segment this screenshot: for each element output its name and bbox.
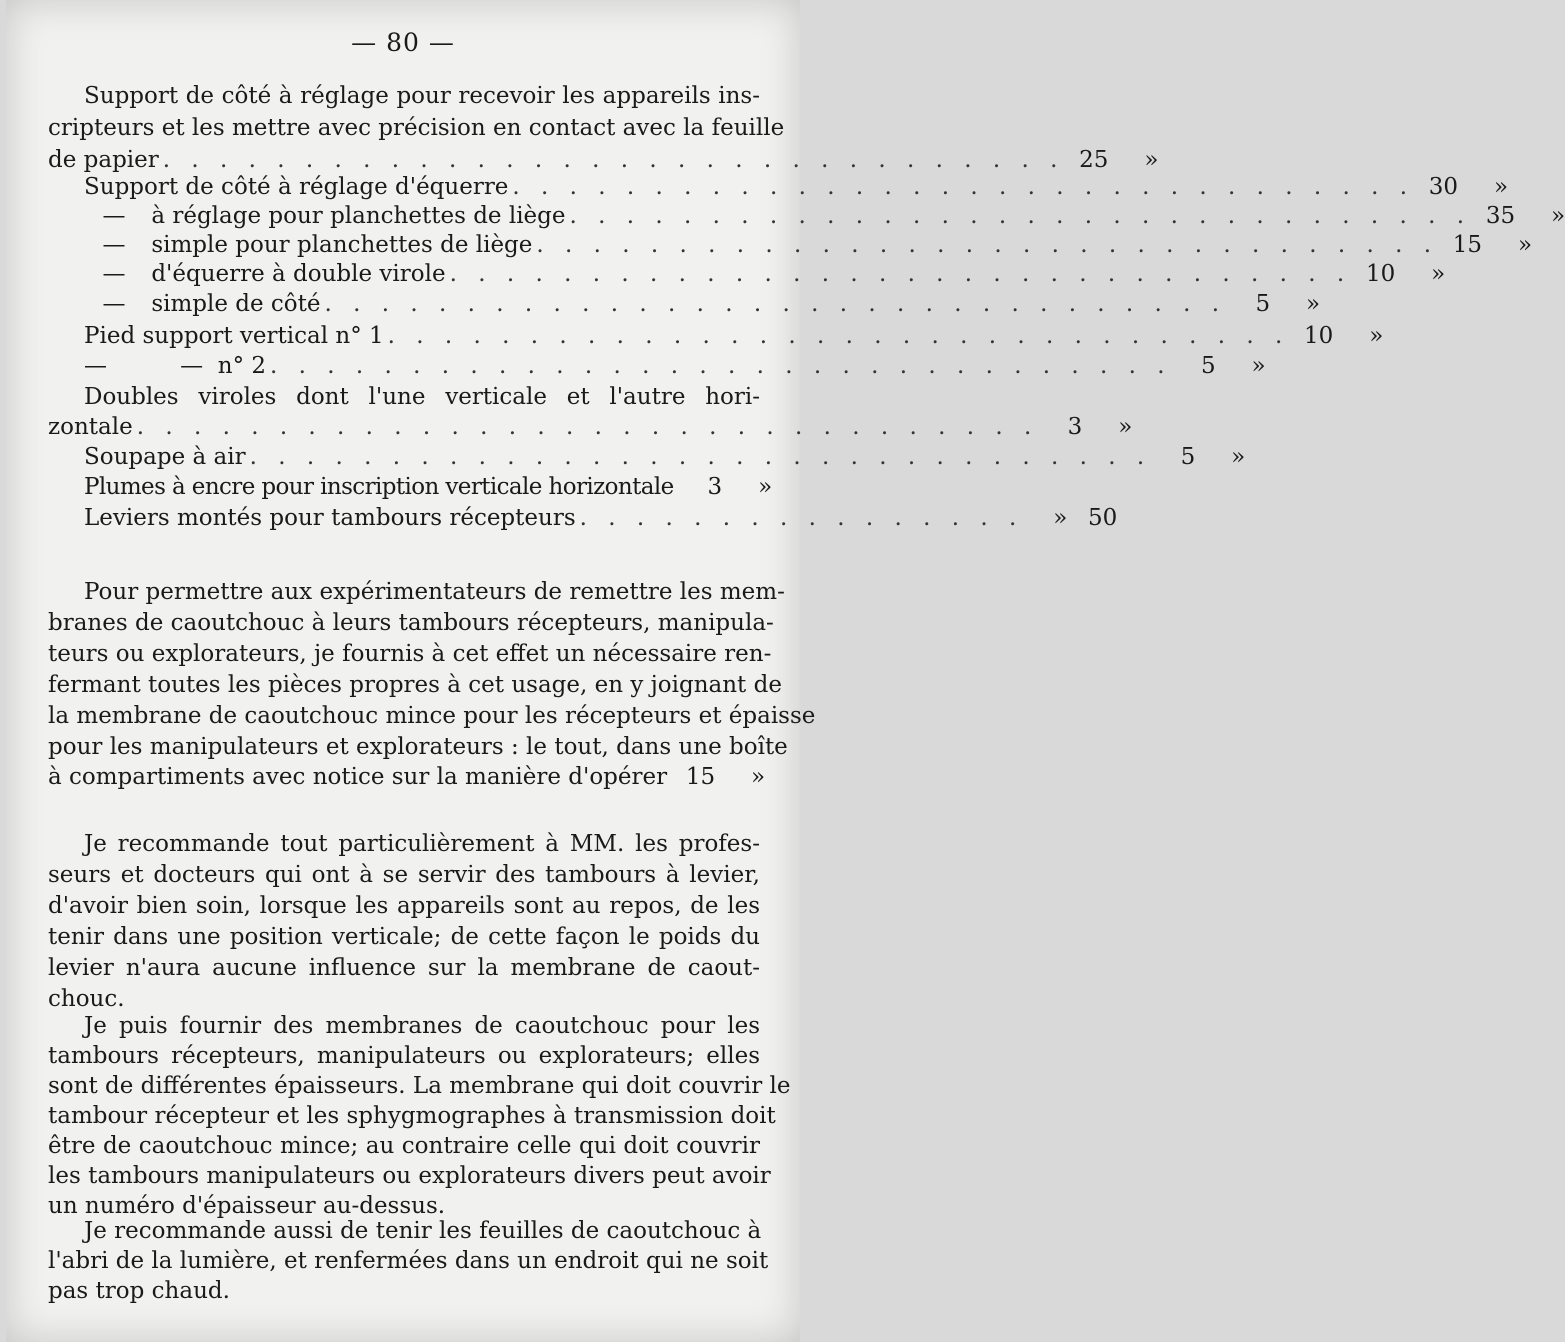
item-label: à compartiments avec notice sur la manière d'opérer [48, 764, 668, 790]
paragraph-line: tambour récepteur et les sphygmographes à transmission doit [48, 1103, 776, 1129]
catalog-item [84, 288, 1321, 321]
leader-dots: . . . . . . . . . . . . . . . . . . . . . . . . . . . . . . . . [136, 414, 1039, 440]
leader-dots: . . . . . . . . . . . . . . . . . . . . . . . . . . . . . . . . [387, 323, 1290, 349]
catalog-item [84, 502, 1118, 535]
leader-dots: . . . . . . . . . . . . . . . . . . . . . . . . . . . . . . . . [536, 232, 1439, 258]
paragraph-line: un numéro d'épaisseur au-dessus. [48, 1193, 446, 1219]
catalog-item [84, 320, 1384, 353]
item-price-unit: » [758, 474, 772, 500]
paragraph-line: tambours récepteurs, manipulateurs ou explorateurs; elles [48, 1043, 760, 1069]
catalog-item [48, 761, 766, 794]
paragraph-line: la membrane de caoutchouc mince pour les récepteurs et épaisse [48, 703, 816, 729]
item-label: n° 2 [217, 353, 267, 379]
paragraph-line: levier n'aura aucune influence sur la membrane de caout- [48, 955, 760, 981]
ditto-dash: — [102, 291, 126, 317]
paragraph-line: branes de caoutchouc à leurs tambours récepteurs, manipula- [48, 610, 774, 636]
item-price: 5 [1200, 353, 1216, 379]
book-page [6, 0, 1565, 1342]
item-label: d'équerre à double virole [151, 261, 446, 287]
catalog-item [48, 411, 1133, 444]
item-label: zontale [48, 414, 133, 440]
ditto-dash: — — [84, 353, 204, 379]
item-label: Support de côté à réglage d'équerre [84, 174, 509, 200]
paragraph-line: chouc. [48, 986, 125, 1012]
item-price-unit: 50 [1088, 505, 1118, 531]
leader-dots: . . . . . . . . . . . . . . . . . . . . . . . . . . . . . . . . [324, 291, 1227, 317]
item-label: simple pour planchettes de liège [151, 232, 533, 258]
leader-dots: . . . . . . . . . . . . . . . . . . . . . . . . . . . . . . . . [512, 174, 1415, 200]
item-label: simple de côté [151, 291, 321, 317]
leader-dots: . . . . . . . . . . . . . . . . . . . . . . . . . . . . . . . . [449, 261, 1352, 287]
catalog-item [84, 441, 1246, 474]
paragraph-line: être de caoutchouc mince; au contraire celle qui doit couvrir [48, 1133, 760, 1159]
item-price: 3 [707, 474, 722, 500]
item-label: Leviers montés pour tambours récepteurs [84, 505, 576, 531]
item-price-unit: » [1306, 291, 1321, 317]
paragraph-line: pour les manipulateurs et explorateurs : le tout, dans une boîte [48, 734, 788, 760]
item-price-unit: » [1493, 174, 1509, 200]
catalog-intro-line: cripteurs et les mettre avec précision en contact avec la feuille [48, 115, 785, 141]
paragraph-line: seurs et docteurs qui ont à se servir des tambours à levier, [48, 862, 760, 888]
item-price-unit: » [1431, 261, 1446, 287]
paragraph-line: fermant toutes les pièces propres à cet usage, en y joignant de [48, 672, 782, 698]
item-price: » [1053, 505, 1068, 531]
paragraph-line: tenir dans une position verticale; de cette façon le poids du [48, 924, 760, 950]
item-price-unit: » [1118, 414, 1133, 440]
leader-dots: . . . . . . . . . . . . . . . . . . . . . . . . . . . . . . . . [569, 203, 1472, 229]
item-price: 5 [1180, 444, 1196, 470]
catalog-text-line: Doubles viroles dont l'une verticale et l'autre hori- [84, 384, 760, 410]
item-price-unit: » [1231, 444, 1246, 470]
paragraph-line: pas trop chaud. [48, 1278, 230, 1304]
paragraph-line: les tambours manipulateurs ou explorateurs divers peut avoir [48, 1163, 771, 1189]
item-price: 5 [1255, 291, 1271, 317]
item-label: Pied support vertical n° 1 [84, 323, 384, 349]
paragraph-line: Je puis fournir des membranes de caoutchouc pour les [84, 1013, 760, 1039]
item-price-unit: » [1517, 232, 1533, 258]
item-label: de papier [48, 147, 159, 173]
leader-dots: . . . . . . . . . . . . . . . . [579, 505, 1024, 531]
item-price: 15 [1452, 232, 1483, 258]
item-price: 15 [685, 764, 716, 790]
catalog-intro-line: Support de côté à réglage pour recevoir les appareils ins- [84, 83, 760, 109]
item-price: 30 [1428, 174, 1459, 200]
item-price: 10 [1303, 323, 1334, 349]
item-price: 35 [1485, 203, 1516, 229]
catalog-item [84, 471, 772, 504]
paragraph-line: Pour permettre aux expérimentateurs de remettre les mem- [84, 579, 785, 605]
paragraph-line: d'avoir bien soin, lorsque les appareils sont au repos, de les [48, 893, 760, 919]
item-label: Soupape à air [84, 444, 246, 470]
item-label: Plumes à encre pour inscription verticale horizontale [84, 474, 674, 500]
item-price: 25 [1079, 147, 1109, 173]
ditto-dash: — [102, 261, 126, 287]
page-number: — 80 — [351, 28, 455, 57]
item-price-unit: » [1144, 147, 1159, 173]
catalog-item [84, 258, 1446, 291]
item-label: à réglage pour planchettes de liège [151, 203, 566, 229]
ditto-dash: — [102, 203, 126, 229]
paragraph-line: sont de différentes épaisseurs. La membrane qui doit couvrir le [48, 1073, 791, 1099]
paragraph-line: Je recommande aussi de tenir les feuilles de caoutchouc à [84, 1218, 762, 1244]
item-price: 3 [1067, 414, 1083, 440]
leader-dots: . . . . . . . . . . . . . . . . . . . . . . . . . . . . . . . . [249, 444, 1152, 470]
ditto-dash: — [102, 232, 126, 258]
leader-dots: . . . . . . . . . . . . . . . . . . . . . . . . . . . . . . . . [162, 147, 1065, 173]
item-price-unit: » [1369, 323, 1384, 349]
item-price-unit: » [1251, 353, 1266, 379]
item-price-unit: » [1551, 203, 1565, 229]
paragraph-line: l'abri de la lumière, et renfermées dans un endroit qui ne soit [48, 1248, 769, 1274]
paragraph-line: teurs ou explorateurs, je fournis à cet effet un nécessaire ren- [48, 641, 772, 667]
item-price: 10 [1365, 261, 1396, 287]
leader-dots: . . . . . . . . . . . . . . . . . . . . . . . . . . . . . . . . [270, 353, 1172, 379]
item-price-unit: » [751, 764, 766, 790]
paragraph-line: Je recommande tout particulièrement à MM. les profes- [84, 831, 760, 857]
catalog-item [84, 350, 1266, 383]
